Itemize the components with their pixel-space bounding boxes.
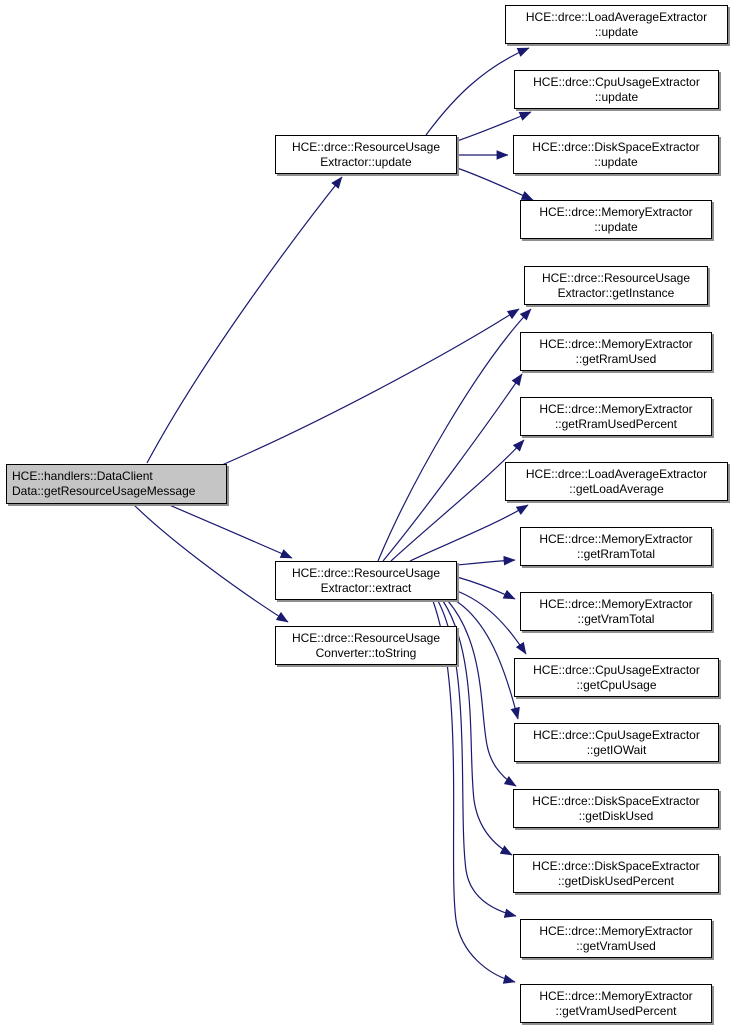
node-label-line2: ::update xyxy=(594,219,638,234)
node-resourceusageextractor-getinstance[interactable] xyxy=(524,266,708,305)
node-label-line2: Extractor::update xyxy=(320,154,412,169)
node-resourceusageextractor-update[interactable] xyxy=(275,135,457,174)
edge-extract-getloadaverage xyxy=(410,505,528,561)
edge-root-update xyxy=(147,177,342,463)
edge-extract-getvramtotal xyxy=(457,577,515,599)
node-label-line1: HCE::drce::MemoryExtractor xyxy=(539,596,693,611)
node-memoryextractor-getvramusedpercent[interactable] xyxy=(520,984,712,1023)
node-label-line2: ::getDiskUsedPercent xyxy=(557,873,675,888)
node-label-line2: ::getCpuUsage xyxy=(576,677,657,692)
node-label-line2: Extractor::extract xyxy=(320,580,412,595)
node-loadaverageextractor-getloadaverage[interactable] xyxy=(505,462,728,501)
node-cpuusageextractor-getcpuusage[interactable] xyxy=(514,658,719,697)
node-label-line2: ::getVramUsedPercent xyxy=(555,1003,677,1018)
node-cpuusageextractor-getiowait[interactable] xyxy=(514,723,719,762)
node-label-line1: HCE::drce::LoadAverageExtractor xyxy=(525,466,708,481)
edge-extract-getrramused xyxy=(383,374,522,561)
node-label-line1: HCE::drce::CpuUsageExtractor xyxy=(533,662,700,677)
node-label-line1: HCE::drce::ResourceUsage xyxy=(541,270,691,285)
node-label-line1: HCE::drce::CpuUsageExtractor xyxy=(533,74,700,89)
edge-extract-getdiskused xyxy=(448,601,516,786)
node-label-line2: ::getVramUsed xyxy=(576,938,656,953)
node-memoryextractor-getvramtotal[interactable] xyxy=(520,592,712,631)
edge-extract-getrramtotal xyxy=(457,560,515,565)
node-label-line1: HCE::drce::DiskSpaceExtractor xyxy=(532,793,700,808)
node-diskspaceextractor-update[interactable] xyxy=(513,135,719,174)
node-label-line2: Data::getResourceUsageMessage xyxy=(12,484,196,498)
node-label-line2: ::getRramUsedPercent xyxy=(554,416,678,431)
node-label-line1: HCE::drce::ResourceUsage xyxy=(291,139,441,154)
node-label-line1: HCE::drce::ResourceUsage xyxy=(291,630,441,645)
node-label-line1: HCE::drce::MemoryExtractor xyxy=(539,401,693,416)
node-cpuusageextractor-update[interactable] xyxy=(514,70,719,109)
node-label-line1: HCE::drce::LoadAverageExtractor xyxy=(525,9,708,24)
node-memoryextractor-getrramtotal[interactable] xyxy=(520,527,712,566)
node-label-line2: ::update xyxy=(594,154,638,169)
node-label-line2: Extractor::getInstance xyxy=(557,285,675,300)
node-memoryextractor-getrramusedpercent[interactable] xyxy=(520,397,712,436)
node-label-line2: ::update xyxy=(594,24,639,39)
node-label-line1: HCE::drce::DiskSpaceExtractor xyxy=(532,858,700,873)
node-memoryextractor-update[interactable] xyxy=(520,200,712,239)
edge-root-tostring xyxy=(133,504,288,622)
node-label-line1: HCE::drce::CpuUsageExtractor xyxy=(533,727,700,742)
node-resourceusageconverter-tostring[interactable] xyxy=(275,626,457,665)
node-label-line2: ::getLoadAverage xyxy=(569,481,664,496)
node-label-line2: Converter::toString xyxy=(315,645,417,660)
node-resourceusageextractor-extract[interactable] xyxy=(275,561,457,600)
node-diskspaceextractor-getdiskused[interactable] xyxy=(513,789,719,828)
node-memoryextractor-getvramused[interactable] xyxy=(520,919,712,958)
edge-extract-getiowait xyxy=(453,599,518,719)
node-label-line2: ::getDiskUsed xyxy=(578,808,654,823)
node-label-line1: HCE::handlers::DataClient xyxy=(12,469,153,483)
node-label-line1: HCE::drce::MemoryExtractor xyxy=(539,923,693,938)
node-label-line1: HCE::drce::ResourceUsage xyxy=(291,565,441,580)
edge-extract-getinstance xyxy=(378,309,531,561)
node-label-line2: ::getIOWait xyxy=(586,742,647,757)
node-loadaverageextractor-update[interactable] xyxy=(505,5,728,44)
node-label-line1: HCE::drce::MemoryExtractor xyxy=(539,531,693,546)
node-label-line1: HCE::drce::MemoryExtractor xyxy=(539,336,693,351)
node-label-line2: ::getVramTotal xyxy=(577,611,655,626)
node-label-line1: HCE::drce::DiskSpaceExtractor xyxy=(532,139,700,154)
node-label-line2: ::getRramUsed xyxy=(575,351,657,366)
node-diskspaceextractor-getdiskusedpercent[interactable] xyxy=(513,854,719,893)
node-dataclientdata-getresourceusagemessage xyxy=(6,464,227,504)
node-label-line2: ::update xyxy=(594,89,639,104)
node-memoryextractor-getrramused[interactable] xyxy=(520,332,712,371)
node-label-line2: ::getRramTotal xyxy=(576,546,656,561)
node-label-line1: HCE::drce::MemoryExtractor xyxy=(539,988,693,1003)
node-label-line1: HCE::drce::MemoryExtractor xyxy=(539,204,693,219)
